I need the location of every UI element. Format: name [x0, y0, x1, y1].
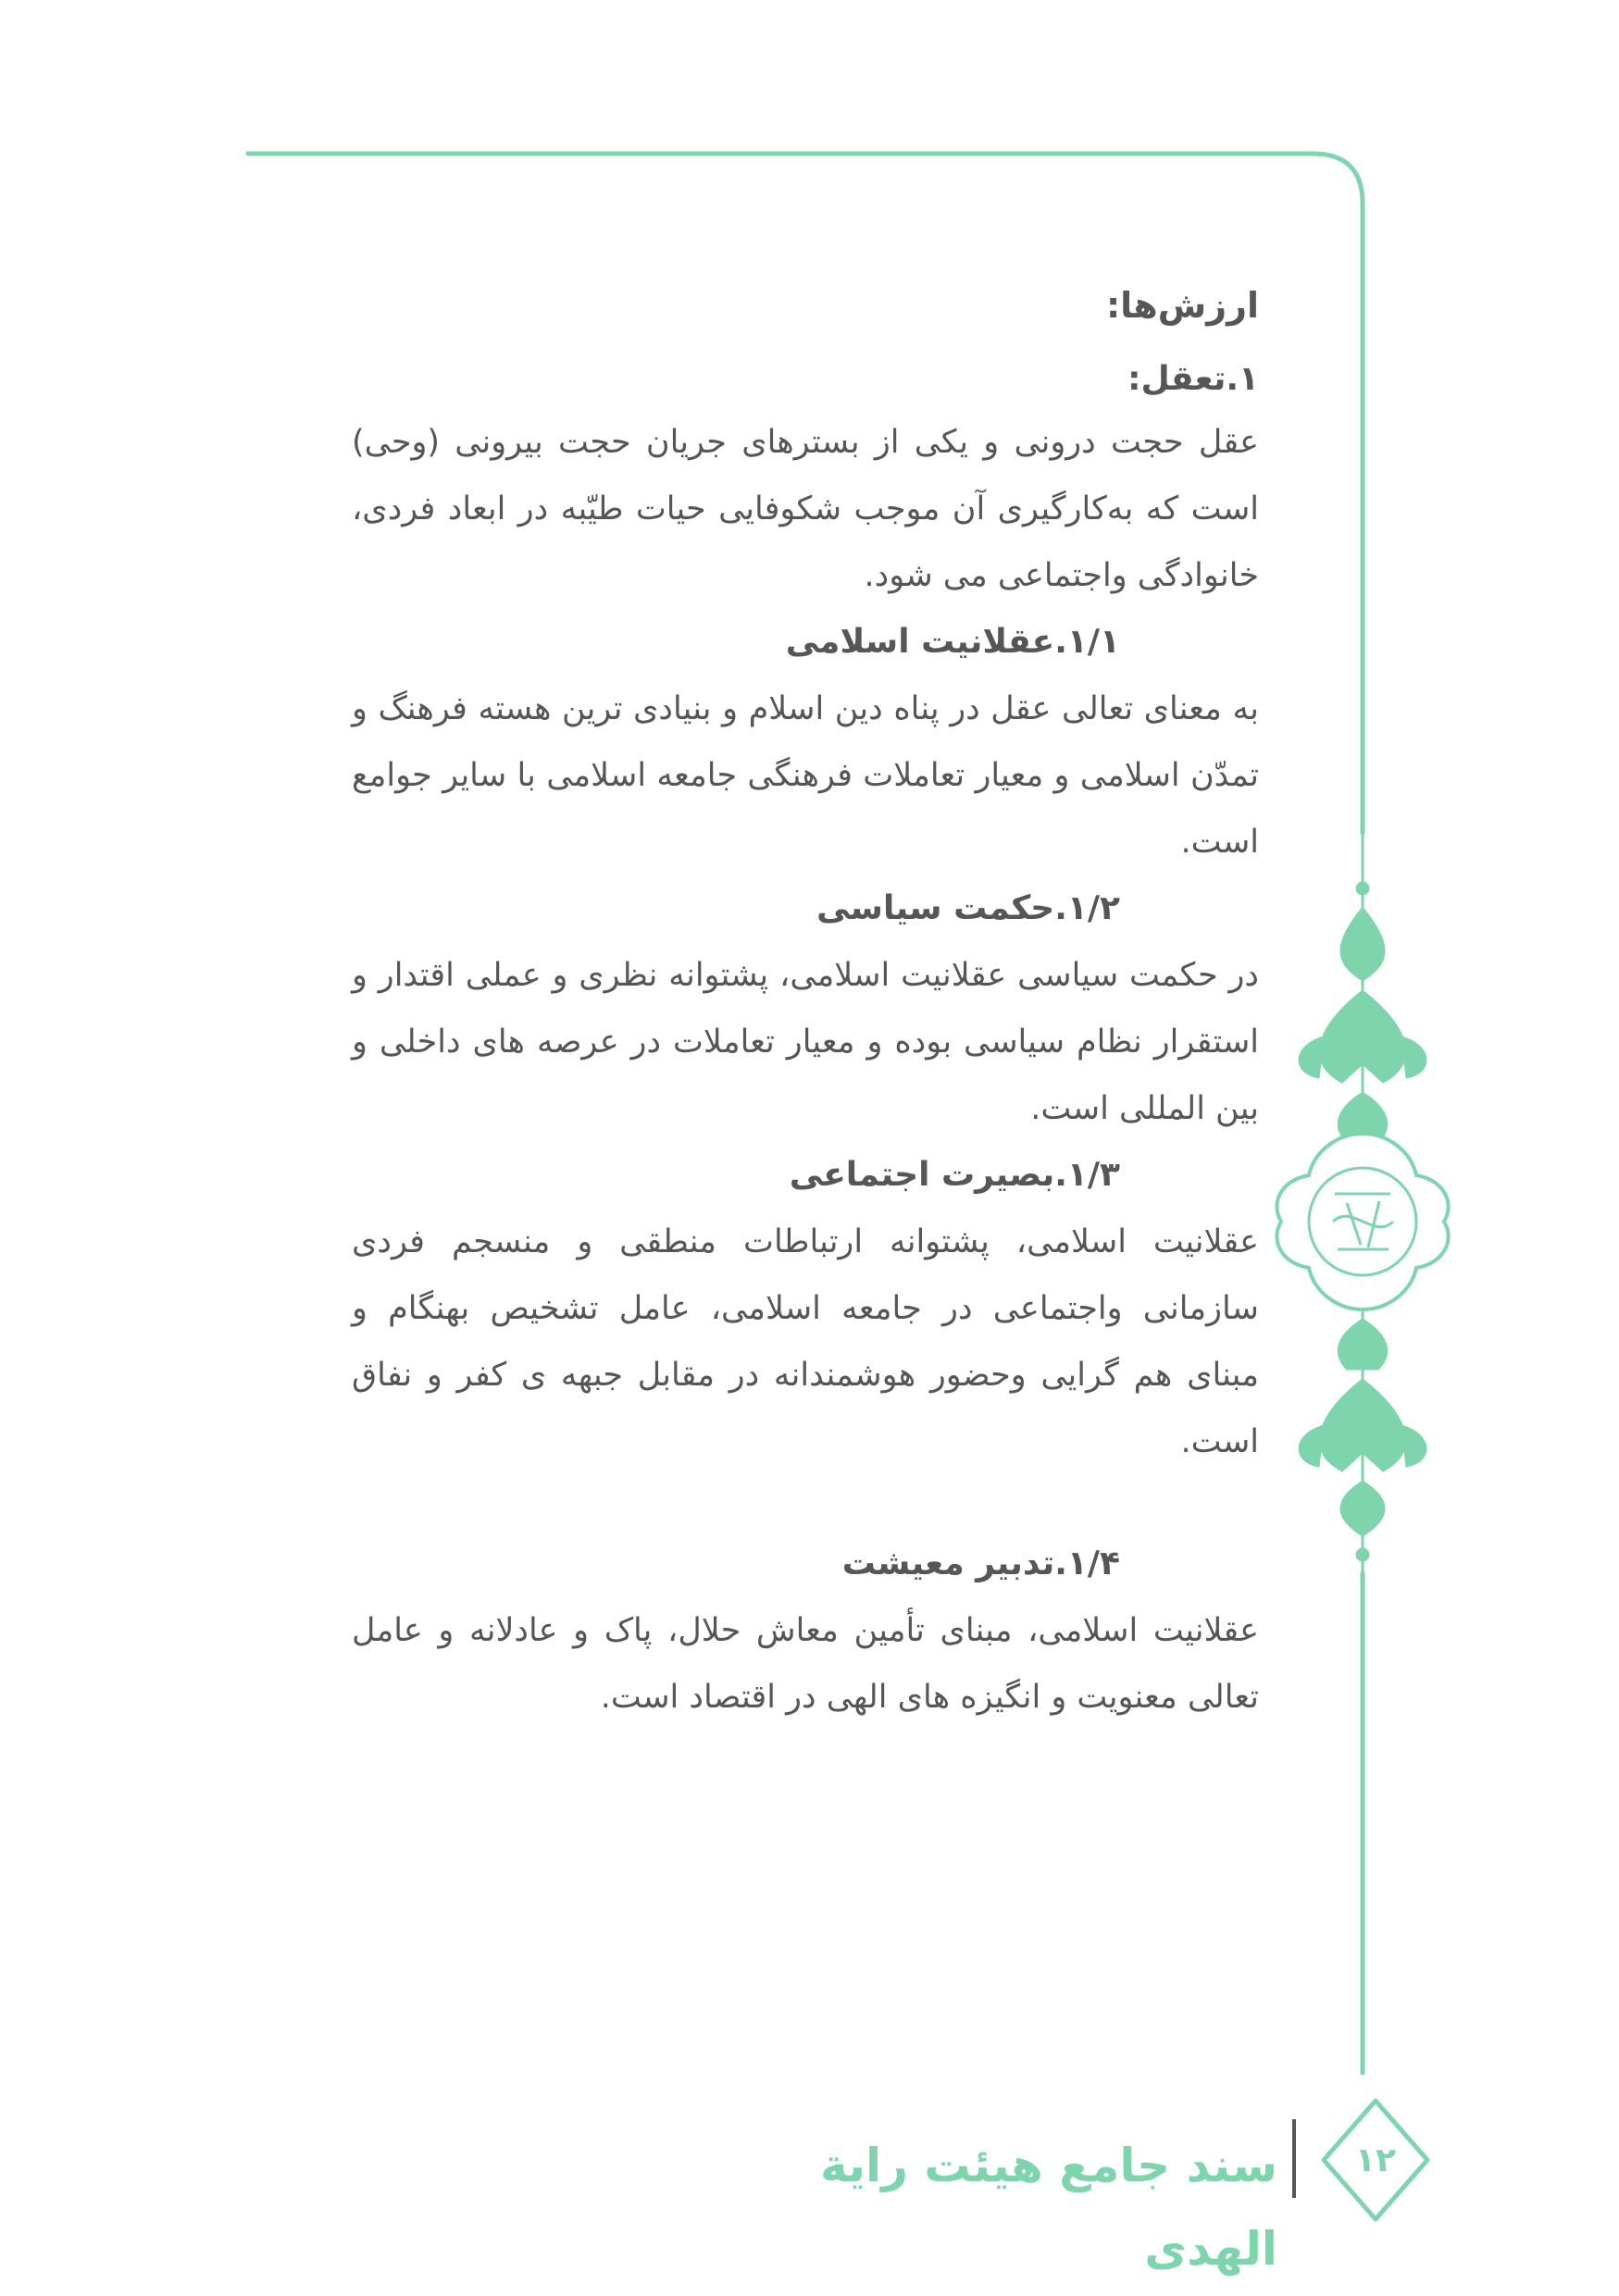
- subsection-paragraph: عقلانیت اسلامی، مبنای تأمین معاش حلال، پاک و عادلانه و عامل تعالی معنویت و انگیزه های الهی در اقتصاد است.: [352, 1612, 1259, 1716]
- subsection-heading: ۱/۴.تدبیر معیشت: [841, 1545, 1120, 1582]
- subsection-heading: ۱/۳.بصیرت اجتماعی: [789, 1156, 1120, 1194]
- subsection-heading: ۱/۲.حکمت سیاسی: [816, 889, 1120, 927]
- subsection-heading: ۱/۱.عقلانیت اسلامی: [785, 623, 1120, 661]
- subsection-paragraph: در حکمت سیاسی عقلانیت اسلامی، پشتوانه نظری و عملی اقتدار و استقرار نظام سیاسی بوده و معیار تعاملات در عرصه های داخلی و بین المللی است.: [352, 957, 1259, 1127]
- item-paragraph: عقل حجت درونی و یکی از بسترهای جریان حجت بیرونی (وحی) است که به‌کارگیری آن موجب شکوفایی حیات طیّبه در ابعاد فردی، خانوادگی واجتماعی می شود.: [352, 424, 1259, 594]
- floral-medallion-ornament: [1277, 833, 1448, 1573]
- main-content: [352, 278, 1259, 1731]
- footer-document-title: سند جامع هیئت رایة الهدی: [819, 2139, 1277, 2276]
- subsection-paragraph: به معنای تعالی عقل در پناه دین اسلام و بنیادی ترین هسته فرهنگ و تمدّن اسلامی و معیار تعاملات فرهنگی جامعه اسلامی با سایر جوامع است.: [352, 690, 1259, 861]
- page-number: ۱۲: [1355, 2141, 1396, 2179]
- section-title: ارزش‌ها:: [1105, 285, 1259, 326]
- subsection-paragraph: عقلانیت اسلامی، پشتوانه ارتباطات منطقی و منسجم فردی سازمانی واجتماعی در جامعه اسلامی، عامل تشخیص بهنگام و مبنای هم گرایی وحضور هوشمندانه در مقابل جبهه ی کفر و نفاق است.: [352, 1223, 1259, 1460]
- item-heading: ۱.تعقل:: [1127, 360, 1259, 398]
